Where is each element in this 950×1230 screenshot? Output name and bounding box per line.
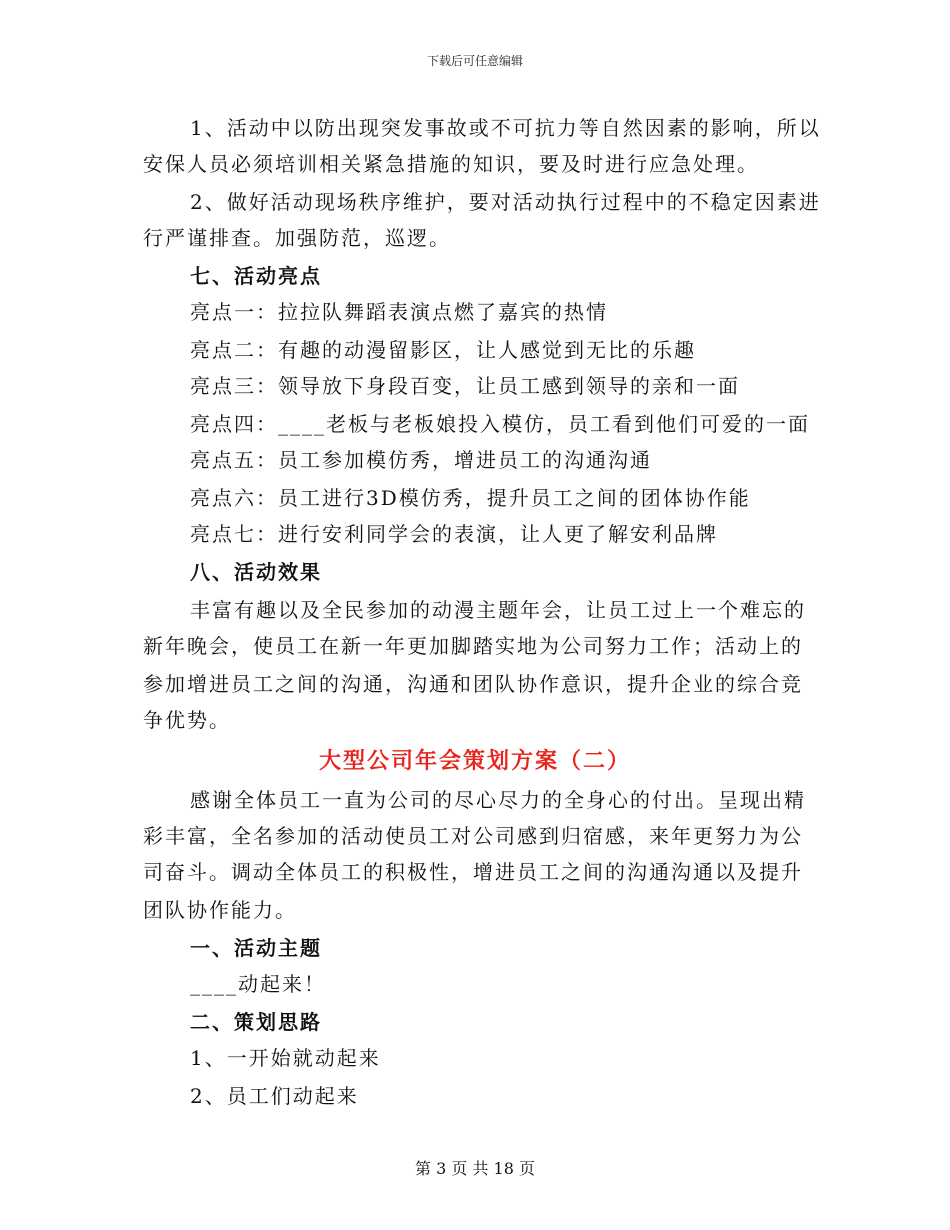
paragraph-line: 丰富有趣以及全民参加的动漫主题年会，让员工过上一个难忘的 <box>190 598 806 622</box>
paragraph-line: 安保人员必须培训相关紧急措施的知识，要及时进行应急处理。 <box>143 152 759 176</box>
section-heading: 七、活动亮点 <box>190 264 322 288</box>
highlight-item: 亮点四：____老板与老板娘投入模仿，员工看到他们可爱的一面 <box>190 412 810 436</box>
page-number: 第 3 页 共 18 页 <box>415 1159 535 1178</box>
paragraph-line: 1、活动中以防出现突发事故或不可抗力等自然因素的影响，所以 <box>190 116 821 140</box>
paragraph-line: 感谢全体员工一直为公司的尽心尽力的全身心的付出。呈现出精 <box>190 788 806 812</box>
highlight-item: 亮点六：员工进行3D模仿秀，提升员工之间的团体协作能 <box>190 486 751 510</box>
paragraph-line: 行严谨排查。加强防范，巡逻。 <box>143 226 451 250</box>
paragraph-line: 团队协作能力。 <box>143 898 297 922</box>
section-heading: 一、活动主题 <box>190 936 322 960</box>
paragraph-line: 2、做好活动现场秩序维护，要对活动执行过程中的不稳定因素进 <box>190 190 821 214</box>
plan-title: 大型公司年会策划方案（二） <box>318 748 631 774</box>
highlight-item: 亮点五：员工参加模仿秀，增进员工的沟通沟通 <box>190 448 652 472</box>
list-item: 2、员工们动起来 <box>190 1084 359 1108</box>
paragraph-line: 新年晚会，使员工在新一年更加脚踏实地为公司努力工作；活动上的 <box>143 634 803 658</box>
theme-text: ____动起来！ <box>190 972 326 996</box>
list-item: 1、一开始就动起来 <box>190 1046 381 1070</box>
highlight-item: 亮点三：领导放下身段百变，让员工感到领导的亲和一面 <box>190 374 740 398</box>
paragraph-line: 司奋斗。调动全体员工的积极性，增进员工之间的沟通沟通以及提升 <box>143 860 803 884</box>
paragraph-line: 争优势。 <box>143 708 231 732</box>
highlight-item: 亮点二：有趣的动漫留影区，让人感觉到无比的乐趣 <box>190 338 696 362</box>
section-heading: 八、活动效果 <box>190 560 322 584</box>
paragraph-line: 参加增进员工之间的沟通，沟通和团队协作意识，提升企业的综合竞 <box>143 672 803 696</box>
paragraph-line: 彩丰富，全名参加的活动使员工对公司感到归宿感，来年更努力为公 <box>143 824 803 848</box>
section-heading: 二、策划思路 <box>190 1010 322 1034</box>
highlight-item: 亮点七：进行安利同学会的表演，让人更了解安利品牌 <box>190 522 718 546</box>
highlight-item: 亮点一：拉拉队舞蹈表演点燃了嘉宾的热情 <box>190 300 608 324</box>
page-header-note: 下载后可任意编辑 <box>426 54 523 68</box>
